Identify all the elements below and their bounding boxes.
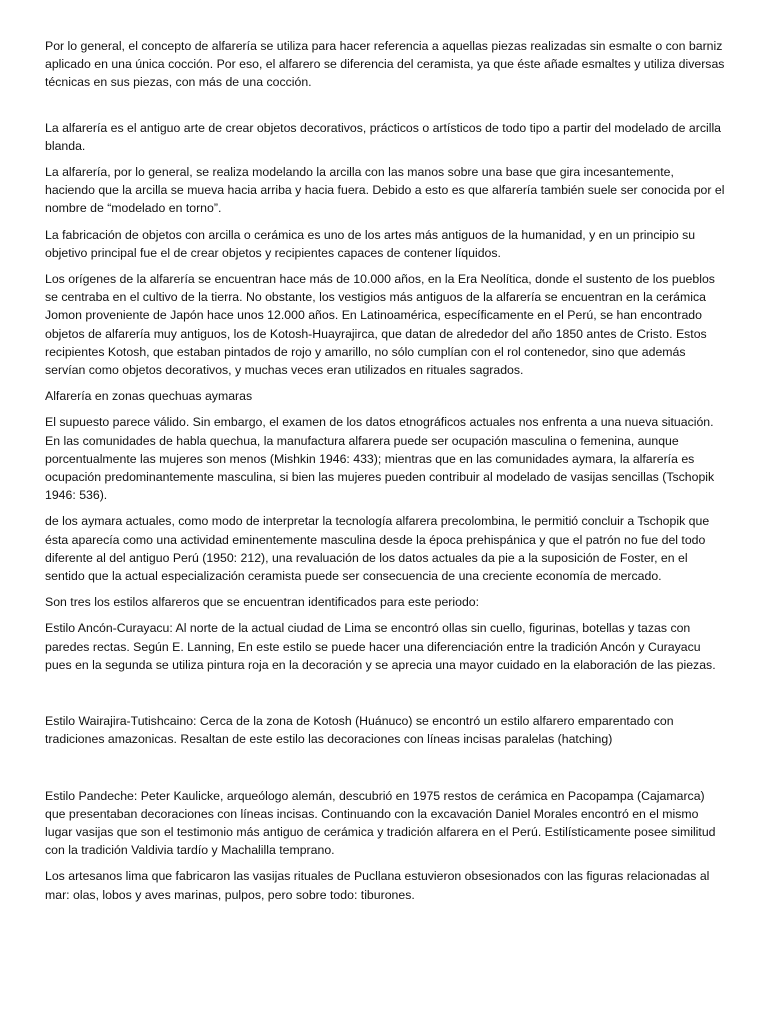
paragraph-tres-estilos: Son tres los estilos alfareros que se encuentran identificados para este periodo: bbox=[45, 595, 480, 610]
paragraph-estilo-ancon-curayacu: Estilo Ancón-Curayacu: Al norte de la actual ciudad de Lima se encontró ollas sin cuello, figurinas, botellas y tazas con paredes rectas. Según E. Lanning, En este estilo se puede hacer una diferenciación entre la tradición Ancón y Curayacu pues en la segunda se utiliza pintura roja en la decoración y se aprecia una mayor cuidado en la elaboración de las piezas. bbox=[45, 621, 716, 672]
paragraph-estilo-pandeche: Estilo Pandeche: Peter Kaulicke, arqueólogo alemán, descubrió en 1975 restos de cerámica en Pacopampa (Cajamarca) que presentaban decoraciones con líneas incisas. Continuando con la excavación Daniel Morales encontró en el mismo lugar vasijas que son el testimonio más antiguo de cerámica y tradición alfarera en el Perú. Estilísticamente posee similitud con la tradición Valdivia tardío y Machalilla temprano. bbox=[45, 788, 716, 858]
paragraph-alfareria-definicion: La alfarería es el antiguo arte de crear objetos decorativos, prácticos o artísticos de todo tipo a partir del modelado de arcilla blanda. bbox=[45, 120, 722, 153]
paragraph-modelado-en-torno: La alfarería, por lo general, se realiza modelando la arcilla con las manos sobre una base que gira incesantemente, haciendo que la arcilla se mueva hacia arriba y hacia fuera. Debido a esto es que alfarería también suele ser conocida por el nombre de “modelado en torno”. bbox=[45, 165, 725, 216]
paragraph-estilo-wairajira: Estilo Wairajira-Tutishcaino: Cerca de la zona de Kotosh (Huánuco) se encontró un estilo alfarero emparentado con tradiciones amazonicas. Resaltan de este estilo las decoraciones con líneas incisas paralelas (hatching) bbox=[45, 714, 674, 747]
document-page bbox=[45, 37, 727, 904]
paragraph-fabricacion-objetos: La fabricación de objetos con arcilla o cerámica es uno de los artes más antiguos de la humanidad, y en un principio su objetivo principal fue el de crear objetos y recipientes capaces de contener líquidos. bbox=[45, 227, 696, 260]
paragraph-supuesto: El supuesto parece válido. Sin embargo, el examen de los datos etnográficos actuales nos enfrenta a una nueva situación. En las comunidades de habla quechua, la manufactura alfarera puede ser ocupación masculina o femenina, aunque porcentualmente las mujeres son menos (Mishkin 1946: 433); mientras que en las comunidades aymara, la alfarería es ocupación predominantemente masculina, si bien las mujeres pueden contribuir al modelado de vasijas sencillas (Tschopik 1946: 536). bbox=[45, 415, 715, 503]
section-heading-quechuas-aymaras: Alfarería en zonas quechuas aymaras bbox=[45, 389, 253, 404]
paragraph-artesanos-lima: Los artesanos lima que fabricaron las vasijas rituales de Pucllana estuvieron obsesionados con las figuras relacionadas al mar: olas, lobos y aves marinas, pulpos, pero sobre todo: tiburones. bbox=[45, 869, 710, 902]
paragraph-origenes: Los orígenes de la alfarería se encuentran hace más de 10.000 años, en la Era Neolítica, donde el sustento de los pueblos se centraba en el cultivo de la tierra. No obstante, los vestigios más antiguos de la alfarería se encuentran en la cerámica Jomon proveniente de Japón hace unos 12.000 años. En Latinoamérica, específicamente en el Perú, se han encontrado objetos de alfarería muy antiguos, los de Kotosh-Huayrajirca, que datan de alrededor del año 1850 antes de Cristo. Estos recipientes Kotosh, que estaban pintados de rojo y amarillo, no sólo cumplían con el rol contenedor, sino que además servían como objetos decorativos, y muchas veces eran utilizados en rituales sagrados. bbox=[45, 272, 715, 378]
paragraph-aymara-actuales: de los aymara actuales, como modo de interpretar la tecnología alfarera precolombina, le permitió concluir a Tschopik que ésta aparecía como una actividad eminentemente masculina desde la época prehispánica y que el patrón no fue del todo diferente al del antiguo Perú (1950: 212), una revaluación de los datos actuales da pie a la suposición de Foster, en el sentido que la actual especialización ceramista puede ser consecuencia de una creciente economía de mercado. bbox=[45, 514, 710, 584]
paragraph-alfareria-concepto: Por lo general, el concepto de alfarería se utiliza para hacer referencia a aquellas piezas realizadas sin esmalte o con barniz aplicado en una única cocción. Por eso, el alfarero se diferencia del ceramista, ya que éste añade esmaltes y utiliza diversas técnicas en sus piezas, con más de una cocción. bbox=[45, 39, 725, 90]
